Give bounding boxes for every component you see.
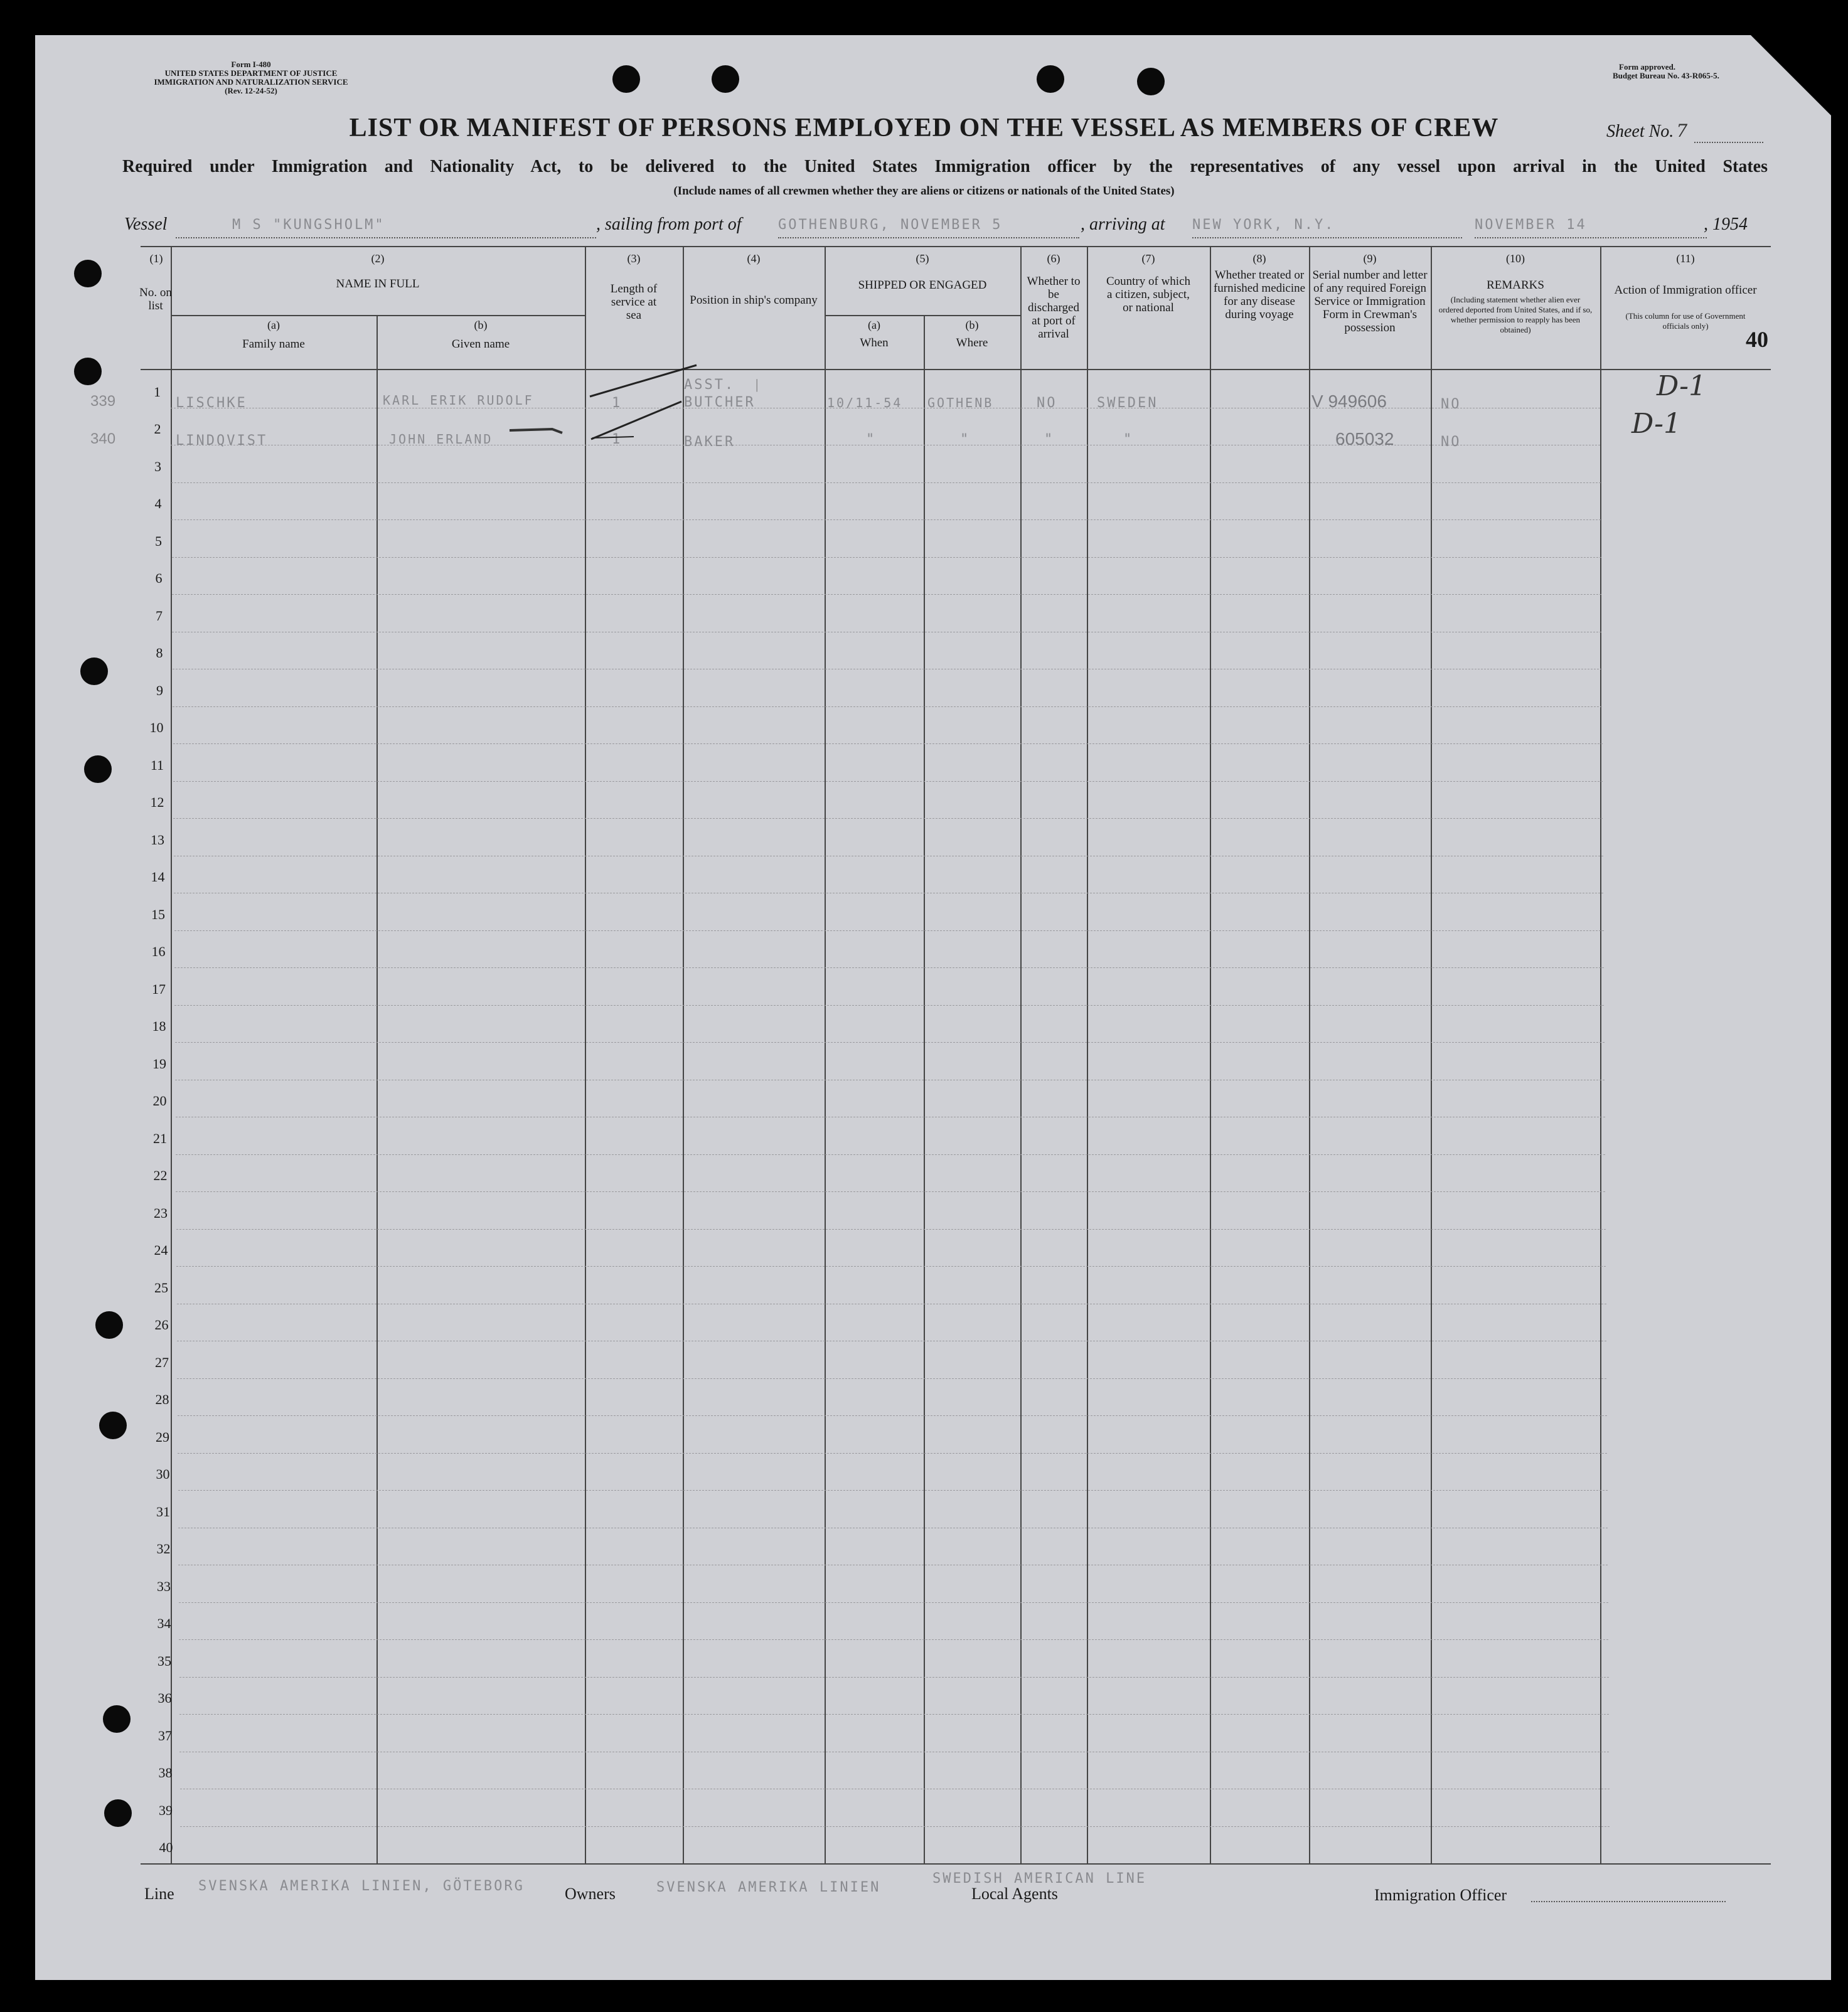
row-number: 29 — [156, 1429, 169, 1445]
row-line — [178, 1490, 1608, 1491]
row-line — [176, 1229, 1606, 1230]
col5-number: (5) — [916, 252, 929, 265]
row-line — [178, 1453, 1607, 1454]
arrival-date-value: NOVEMBER 14 — [1475, 217, 1587, 233]
row-number: 31 — [156, 1504, 170, 1520]
row-line — [172, 557, 1601, 558]
agents-label: Local Agents — [971, 1885, 1058, 1903]
row-number: 5 — [155, 533, 162, 549]
row-number: 19 — [152, 1056, 166, 1072]
service-column-strokes — [584, 358, 709, 452]
punch-hole — [74, 358, 102, 385]
row-line — [175, 1042, 1605, 1043]
row-line — [177, 1378, 1606, 1379]
punch-hole — [74, 260, 102, 287]
owners-label: Owners — [565, 1885, 616, 1903]
row-line — [174, 930, 1604, 931]
col2a-header: Family name — [242, 338, 305, 351]
row-line — [176, 1154, 1605, 1155]
col10-header: REMARKS — [1487, 279, 1544, 292]
margin-number: 340 — [90, 430, 116, 447]
row-number: 30 — [156, 1466, 170, 1482]
year-value: , 1954 — [1704, 215, 1748, 234]
position: ASST. BUTCHER — [684, 377, 756, 410]
serial-number: V 949606 — [1311, 391, 1387, 411]
position: BAKER — [684, 434, 735, 450]
row-number: 24 — [154, 1242, 168, 1258]
row-line — [173, 781, 1603, 782]
row-number: 9 — [156, 683, 163, 698]
row-number: 32 — [156, 1541, 171, 1557]
row-number: 18 — [152, 1018, 166, 1034]
position-mark: | — [756, 376, 759, 392]
country: " — [1123, 432, 1134, 447]
col5b-header: Where — [956, 336, 988, 349]
row-number: 22 — [153, 1168, 168, 1183]
shipped-when: 10/11-54 — [827, 395, 903, 410]
row-number: 39 — [159, 1802, 173, 1818]
col9-number: (9) — [1363, 252, 1377, 265]
row-number: 21 — [153, 1131, 167, 1146]
punch-hole — [612, 65, 640, 93]
row-line — [178, 1415, 1607, 1416]
table-top-border — [141, 246, 1771, 247]
row-number: 28 — [155, 1392, 169, 1407]
given-name: KARL ERIK RUDOLF — [383, 393, 534, 408]
header-bottom-border — [141, 369, 1771, 370]
subtitle: Required under Immigration and Nationality Act, to be delivered to the United States Immigration officer by the representatives of any vessel upon arrival in the United States — [122, 157, 1768, 176]
row-line — [171, 482, 1601, 483]
row-line — [171, 519, 1601, 520]
row-line — [173, 818, 1603, 819]
col1-number: (1) — [149, 252, 163, 265]
row-number: 37 — [158, 1728, 172, 1743]
row-number: 25 — [154, 1280, 168, 1296]
family-name: LINDQVIST — [176, 433, 268, 449]
sheet-number — [1606, 120, 1687, 142]
row-line — [179, 1602, 1608, 1603]
service-name: IMMIGRATION AND NATURALIZATION SERVICE — [154, 77, 348, 87]
officer-action: D-1 — [1632, 408, 1681, 440]
row-line — [179, 1639, 1608, 1640]
col2-header: NAME IN FULL — [336, 277, 420, 290]
col2-number: (2) — [371, 252, 385, 265]
col4-header: Position in ship's company — [690, 294, 818, 307]
row-number: 38 — [158, 1765, 173, 1780]
serial-number: 605032 — [1335, 429, 1394, 449]
row-number: 12 — [150, 794, 164, 810]
row-number: 11 — [150, 757, 164, 773]
row-number: 15 — [151, 907, 165, 922]
col5a-number: (a) — [868, 319, 880, 331]
shipped-where: " — [960, 432, 971, 447]
country: SWEDEN — [1097, 395, 1158, 411]
officer-action: D-1 — [1657, 370, 1706, 402]
shipped-when: " — [866, 432, 877, 447]
punch-hole — [95, 1311, 123, 1339]
row-number: 40 — [159, 1839, 173, 1855]
row-line — [179, 1677, 1609, 1678]
punch-hole — [104, 1799, 132, 1827]
discharged: NO — [1037, 395, 1057, 411]
col8-header: Whether treated or furnished medicine for any disease during voyage — [1213, 269, 1306, 321]
row-line — [179, 1714, 1609, 1715]
punch-hole — [1037, 65, 1064, 93]
form-header-left — [119, 60, 383, 95]
officer-label: Immigration Officer — [1374, 1886, 1507, 1904]
sheet-label: Sheet No. — [1606, 122, 1674, 141]
punch-hole — [80, 657, 108, 685]
col10-subheader: (Including statement whether alien ever ordered deported from United States, and if so, whether permission to reapply has been obtained) — [1438, 295, 1593, 334]
line-value: SVENSKA AMERIKA LINIEN, GÖTEBORG — [198, 1878, 525, 1894]
col10-number: (10) — [1506, 252, 1525, 265]
budget-bureau-number: Budget Bureau No. 43-R065-5. — [1613, 71, 1719, 80]
service-length: 1 — [612, 432, 622, 447]
punch-hole — [1137, 68, 1165, 95]
row-number: 16 — [151, 944, 166, 959]
row-number: 36 — [158, 1690, 172, 1706]
col6-number: (6) — [1047, 252, 1060, 265]
sailing-label: , sailing from port of — [596, 215, 742, 234]
margin-number: 339 — [90, 393, 116, 410]
col7-header: Country of which a citizen, subject, or national — [1106, 275, 1191, 314]
subnote: (Include names of all crewmen whether they are aliens or citizens or nationals of the United States) — [673, 184, 1175, 198]
sailing-value: GOTHENBURG, NOVEMBER 5 — [778, 217, 1003, 233]
row-number: 34 — [157, 1615, 171, 1631]
given-name: JOHN ERLAND — [389, 432, 493, 447]
row-number: 17 — [152, 981, 166, 997]
remarks: NO — [1441, 397, 1461, 412]
row-number: 4 — [154, 496, 162, 511]
sheet-value: 7 — [1676, 120, 1688, 141]
col5b-number: (b) — [965, 319, 979, 331]
col2b-number: (b) — [474, 319, 488, 331]
punch-hole — [103, 1705, 131, 1733]
row-number: 7 — [156, 608, 163, 624]
col6-header: Whether to be discharged at port of arrival — [1027, 275, 1081, 341]
row-number: 23 — [154, 1205, 168, 1221]
family-name: LISCHKE — [176, 395, 247, 411]
row-number: 13 — [151, 832, 164, 848]
col9-header: Serial number and letter of any required Foreign Service or Immigration Form in Crewman's possession — [1312, 269, 1428, 334]
remarks: NO — [1441, 434, 1461, 450]
department-name: UNITED STATES DEPARTMENT OF JUSTICE — [164, 68, 338, 78]
discharged: " — [1044, 432, 1055, 447]
col5a-header: When — [860, 336, 889, 349]
table-bottom-border — [141, 1863, 1771, 1865]
owners-value: SVENSKA AMERIKA LINIEN — [656, 1880, 881, 1895]
col8-number: (8) — [1252, 252, 1266, 265]
row-number: 10 — [149, 720, 164, 735]
row-line — [172, 594, 1601, 595]
col2a-number: (a) — [267, 319, 280, 331]
row-line — [173, 706, 1602, 707]
form-header-right — [1613, 63, 1788, 80]
col7-number: (7) — [1141, 252, 1155, 265]
row-line — [176, 1266, 1606, 1267]
row-number: 26 — [154, 1317, 169, 1333]
row-number: 1 — [154, 384, 161, 400]
arriving-label: , arriving at — [1081, 215, 1165, 234]
punch-hole — [84, 755, 112, 783]
punch-hole — [712, 65, 739, 93]
row-number: 14 — [151, 869, 165, 885]
agents-value: SWEDISH AMERICAN LINE — [932, 1871, 1147, 1887]
line-label: Line — [144, 1885, 174, 1903]
vessel-value: M S "KUNGSHOLM" — [232, 217, 385, 233]
row-number: 27 — [155, 1355, 169, 1370]
page-title: LIST OR MANIFEST OF PERSONS EMPLOYED ON THE VESSEL AS MEMBERS OF CREW — [349, 114, 1499, 142]
row-number: 35 — [158, 1653, 171, 1669]
row-number: 33 — [157, 1578, 171, 1594]
arriving-value: NEW YORK, N.Y. — [1192, 217, 1335, 233]
col11-number: (11) — [1676, 252, 1695, 265]
row-line — [174, 1005, 1604, 1006]
col5-header: SHIPPED OR ENGAGED — [858, 279, 987, 292]
row-number: 3 — [154, 459, 161, 474]
col4-number: (4) — [747, 252, 761, 265]
col3-header: Length of service at sea — [610, 282, 658, 322]
form-approved: Form approved. — [1619, 62, 1676, 72]
row-number: 2 — [154, 421, 161, 437]
row-number: 20 — [152, 1093, 167, 1109]
row-number: 8 — [156, 645, 163, 661]
col3-number: (3) — [627, 252, 641, 265]
revision-date: (Rev. 12-24-52) — [225, 86, 277, 95]
punch-hole — [99, 1412, 127, 1439]
row-line — [176, 1191, 1605, 1192]
corner-number: 40 — [1746, 327, 1768, 352]
col1-header: No. on list — [139, 286, 172, 312]
row-line — [174, 967, 1604, 968]
row-line — [180, 1826, 1610, 1827]
col11-header: Action of Immigration officer — [1614, 284, 1757, 297]
row-line — [173, 743, 1603, 744]
col2b-header: Given name — [451, 338, 510, 351]
col11-subheader: (This column for use of Government officials only) — [1625, 311, 1746, 331]
service-length: 1 — [612, 395, 622, 411]
row-number: 6 — [155, 570, 163, 586]
shipped-where: GOTHENB — [927, 395, 994, 410]
form-number: Form I-480 — [231, 60, 271, 69]
vessel-label: Vessel — [124, 215, 168, 234]
ink-dash — [508, 424, 565, 438]
